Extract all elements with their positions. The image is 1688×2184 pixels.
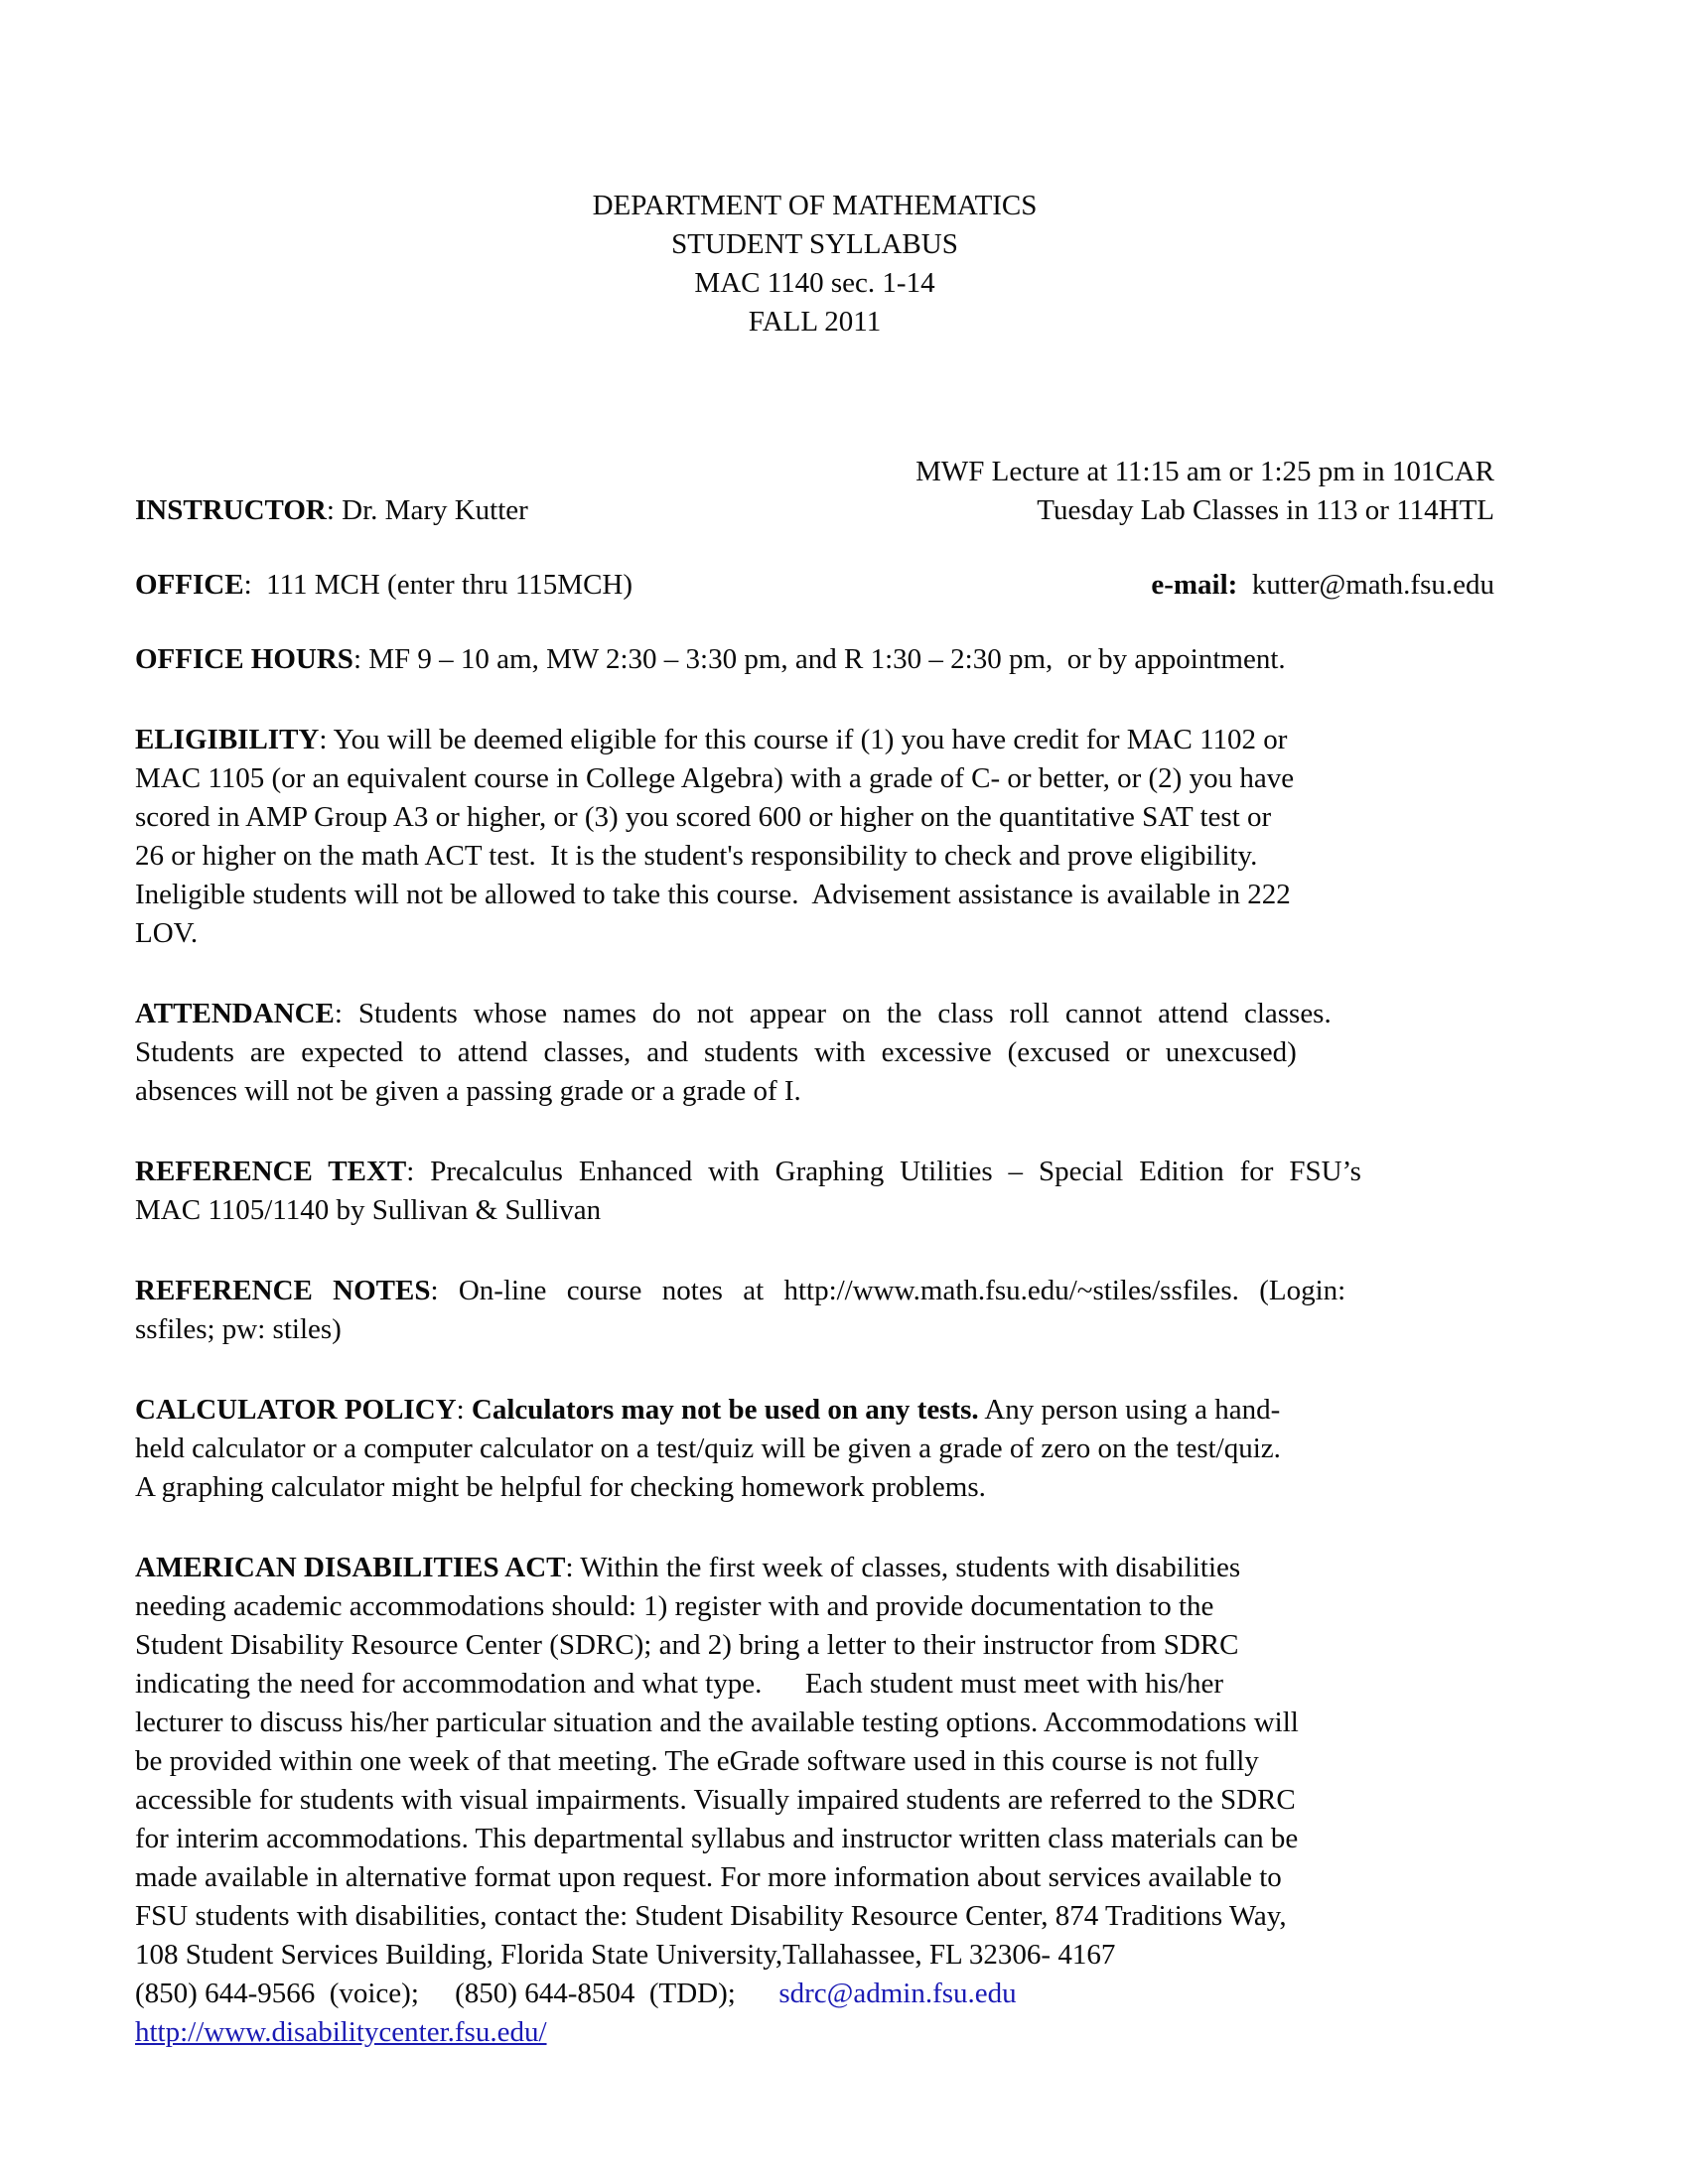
calculator-text: Any person using a hand- xyxy=(978,1394,1281,1426)
reference-notes-section xyxy=(135,1272,1494,1349)
attendance-text: : Students whose names do not appear on the class roll cannot attend classes. xyxy=(334,998,1332,1029)
eligibility-line: scored in AMP Group A3 or higher, or (3) you scored 600 or higher on the quantitative SAT test or xyxy=(135,801,1272,833)
ada-line: accessible for students with visual impairments. Visually impaired students are referred to the SDRC xyxy=(135,1784,1296,1816)
instructor-row xyxy=(135,491,1494,530)
ada-line: be provided within one week of that meeting. The eGrade software used in this course is not fully xyxy=(135,1745,1259,1777)
email-cell xyxy=(1151,566,1494,605)
office-hours-label: OFFICE HOURS xyxy=(135,643,353,675)
office-location: : 111 MCH (enter thru 115MCH) xyxy=(243,569,633,601)
title-line-department: DEPARTMENT OF MATHEMATICS xyxy=(592,190,1038,221)
eligibility-text: : You will be deemed eligible for this course if (1) you have credit for MAC 1102 or xyxy=(319,724,1288,755)
reference-text-line xyxy=(135,1153,1494,1191)
eligibility-line: Ineligible students will not be allowed to take this course. Advisement assistance is available in 222 xyxy=(135,879,1291,910)
attendance-label: ATTENDANCE xyxy=(135,998,335,1029)
ada-line: for interim accommodations. This departmental syllabus and instructor written class materials can be xyxy=(135,1823,1299,1854)
sdrc-email-link[interactable]: sdrc@admin.fsu.edu xyxy=(778,1978,1017,2009)
document-title xyxy=(135,187,1494,341)
reference-notes-line: ssfiles; pw: stiles) xyxy=(135,1313,342,1345)
ada-line: lecturer to discuss his/her particular situation and the available testing options. Accommodations will xyxy=(135,1706,1299,1738)
instructor-cell xyxy=(135,491,528,530)
office-hours-row xyxy=(135,640,1494,679)
ada-line: Student Disability Resource Center (SDRC); and 2) bring a letter to their instructor from SDRC xyxy=(135,1629,1239,1661)
course-info-block xyxy=(135,453,1494,679)
ada-contact-line xyxy=(135,1975,1494,2013)
reference-text-line: MAC 1105/1140 by Sullivan & Sullivan xyxy=(135,1194,602,1226)
calculator-policy-section xyxy=(135,1391,1494,1507)
ada-line xyxy=(135,1549,1494,1587)
ada-url-line xyxy=(135,2013,1494,2052)
disability-center-link[interactable]: http://www.disabilitycenter.fsu.edu/ xyxy=(135,2016,547,2048)
calculator-policy-line: held calculator or a computer calculator on a test/quiz will be given a grade of zero on the test/quiz. xyxy=(135,1433,1281,1464)
title-line-syllabus: STUDENT SYLLABUS xyxy=(671,228,958,260)
lab-schedule: Tuesday Lab Classes in 113 or 114HTL xyxy=(1037,494,1494,526)
office-row xyxy=(135,566,1494,605)
email-label: e-mail: xyxy=(1151,569,1238,601)
attendance-section xyxy=(135,995,1494,1111)
eligibility-line: LOV. xyxy=(135,917,199,949)
reference-text-section xyxy=(135,1153,1494,1230)
attendance-line: absences will not be given a passing grade or a grade of I. xyxy=(135,1075,801,1107)
ada-line: needing academic accommodations should: 1) register with and provide documentation to the xyxy=(135,1590,1214,1622)
calculator-policy-line xyxy=(135,1391,1494,1430)
title-line-course: MAC 1140 sec. 1-14 xyxy=(694,267,935,299)
instructor-name: : Dr. Mary Kutter xyxy=(326,494,528,526)
eligibility-section xyxy=(135,721,1494,953)
calculator-colon: : xyxy=(456,1394,472,1426)
ada-section xyxy=(135,1549,1494,2052)
eligibility-label: ELIGIBILITY xyxy=(135,724,320,755)
instructor-label: INSTRUCTOR xyxy=(135,494,327,526)
reference-notes-label: REFERENCE NOTES xyxy=(135,1275,431,1306)
reference-notes-line xyxy=(135,1272,1494,1310)
eligibility-line: MAC 1105 (or an equivalent course in College Algebra) with a grade of C- or better, or (2) you have xyxy=(135,762,1295,794)
lecture-schedule: MWF Lecture at 11:15 am or 1:25 pm in 101CAR xyxy=(915,456,1494,487)
email-address: kutter@math.fsu.edu xyxy=(1237,569,1494,601)
ada-line: 108 Student Services Building, Florida State University,Tallahassee, FL 32306- 4167 xyxy=(135,1939,1116,1971)
ada-text: : Within the first week of classes, students with disabilities xyxy=(565,1552,1241,1583)
title-line-term: FALL 2011 xyxy=(748,306,882,338)
office-hours-value: : MF 9 – 10 am, MW 2:30 – 3:30 pm, and R 1:30 – 2:30 pm, or by appointment. xyxy=(352,643,1286,675)
ada-line: indicating the need for accommodation and what type. Each student must meet with his/her xyxy=(135,1668,1224,1700)
eligibility-line: 26 or higher on the math ACT test. It is the student's responsibility to check and prove eligibility. xyxy=(135,840,1258,872)
calculator-policy-line: A graphing calculator might be helpful for checking homework problems. xyxy=(135,1471,986,1503)
ada-phone-numbers: (850) 644-9566 (voice); (850) 644-8504 (TDD); xyxy=(135,1978,779,2009)
reference-text-value: : Precalculus Enhanced with Graphing Utilities – Special Edition for FSU’s xyxy=(406,1156,1361,1187)
reference-notes-value: : On-line course notes at http://www.math.fsu.edu/~stiles/ssfiles. (Login: xyxy=(430,1275,1346,1306)
calculator-policy-label: CALCULATOR POLICY xyxy=(135,1394,457,1426)
attendance-line xyxy=(135,995,1494,1033)
ada-line: made available in alternative format upon request. For more information about services available to xyxy=(135,1861,1282,1893)
eligibility-line xyxy=(135,721,1494,759)
ada-line: FSU students with disabilities, contact the: Student Disability Resource Center, 874 Traditions Way, xyxy=(135,1900,1287,1932)
office-label: OFFICE xyxy=(135,569,244,601)
ada-label: AMERICAN DISABILITIES ACT xyxy=(135,1552,566,1583)
reference-text-label: REFERENCE TEXT xyxy=(135,1156,407,1187)
attendance-line: Students are expected to attend classes, and students with excessive (excused or unexcused) xyxy=(135,1036,1297,1068)
office-cell xyxy=(135,566,633,605)
calculator-bold-rule: Calculators may not be used on any tests. xyxy=(471,1394,979,1426)
